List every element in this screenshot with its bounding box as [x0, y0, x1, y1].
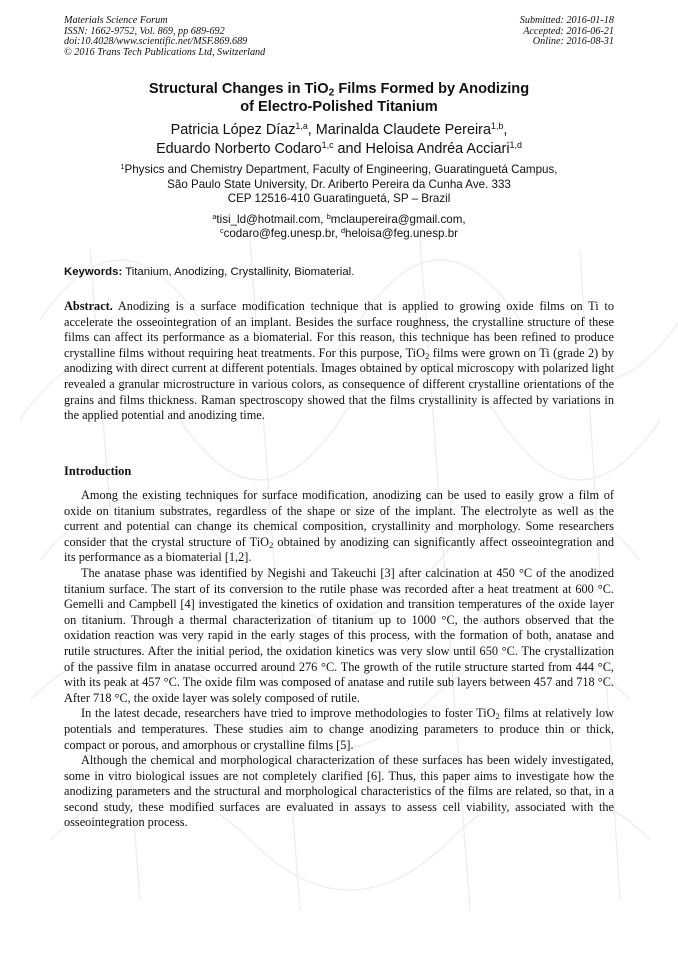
paper-title [60, 80, 618, 116]
keywords-label: Keywords: [64, 266, 123, 278]
affiliation-line: CEP 12516-410 Guaratinguetá, SP – Brazil [227, 192, 451, 206]
author-name: Eduardo Norberto Codaro [156, 140, 322, 157]
title-part: Structural Changes in TiO [148, 81, 329, 97]
author-name: and Heloisa Andréa Acciari [333, 140, 510, 157]
paragraph-subscript: 2 [495, 711, 500, 722]
paragraph [64, 488, 614, 566]
paragraph-text: films at relatively low potentials and temperatures. These studies aim to change anodizing parameters to produce thin or thick, compact or porous, and amorphous or crystalline films [5]. [64, 706, 614, 752]
introduction-body [64, 488, 614, 831]
author-affil-mark: 1,c [321, 139, 334, 150]
author-name: Patricia López Díaz [170, 122, 296, 138]
email-mark: d [341, 226, 346, 236]
author-separator: , [503, 122, 508, 138]
affiliation-line: Physics and Chemistry Department, Faculty of Engineering, Guaratinguetá Campus, [124, 163, 558, 176]
keywords-text: Titanium, Anodizing, Crystallinity, Biomaterial. [122, 266, 355, 278]
journal-name: Materials Science Forum [64, 15, 168, 26]
abstract-subscript: 2 [424, 350, 430, 361]
submission-dates [520, 16, 614, 48]
affiliation-mark: 1 [120, 162, 125, 172]
journal-copyright: © 2016 Trans Tech Publications Ltd, Switzerland [64, 46, 266, 58]
keywords [64, 266, 354, 278]
title-part: Films Formed by Anodizing [334, 81, 530, 97]
paragraph-text: obtained by anodizing can significantly affect osseointegration and its performance as a biomaterial [1,2]. [64, 534, 614, 565]
author-list [60, 121, 618, 158]
email-mark: c [219, 226, 224, 236]
journal-info [64, 16, 265, 58]
title-block [60, 80, 618, 242]
abstract [64, 299, 614, 424]
email-link[interactable]: tisi_ld@hotmail.com, [216, 212, 327, 226]
journal-issn: ISSN: 1662-9752, Vol. 869, pp 689-692 [64, 25, 225, 37]
paragraph-text: Among the existing techniques for surface modification, anodizing can be used to easily grow a film of oxide on titanium substrates, regardless of the shape or size of the implant. The electrolyte as well as the current and potential can change its chemical composition, crystallinity and morphology. Some researchers consider that the crystal structure of TiO [64, 488, 614, 549]
affiliation-line: São Paulo State University, Dr. Ariberto Pereira da Cunha Ave. 333 [167, 177, 511, 191]
paragraph-text: In the latest decade, researchers have tried to improve methodologies to foster TiO [81, 706, 496, 721]
email-mark: b [326, 211, 331, 221]
section-heading-introduction: Introduction [64, 464, 132, 478]
affiliation [60, 163, 618, 207]
paragraph: The anatase phase was identified by Negishi and Takeuchi [3] after calcination at 450 °C of the anodized titanium surface. The start of its conversion to the rutile phase was recorded after a heat treatment at 600 °C. Gemelli and Campbell [4] investigated the kinetics of oxidation and transition temperatures of the oxide layer on titanium. Through a thermal characterization of titanium up to 1000 °C, the authors observed that the oxidation reaction was very rapid in the early stages of this process, with the formation of both, anatase and rutile structures. After the initial period, the oxidation kinetics was very slow until 650 °C. The crystallization of the passive film in anatase occurred around 276 °C. The growth of the rutile structure started from 444 °C, with its peak at 457 °C. The oxide film was composed of anatase and rutile sub layers between 457 and 718 °C. After 718 °C, the oxide layer was solely composed of rutile. [64, 565, 614, 705]
abstract-label: Abstract. [64, 299, 113, 313]
title-line-2: of Electro-Polished Titanium [240, 99, 438, 115]
email-mark: a [212, 211, 217, 221]
author-emails [60, 213, 618, 242]
abstract-text: films were grown on Ti (grade 2) by anodizing with direct current at different potentials. Images obtained by optical microscopy with polarized light revealed a granular microstructure in various colors, as consequence of different crystalline orientations of the grains and films thickness. Raman spectroscopy showed that the films crystallinity is affected by variations in the applied potential and anodizing time. [64, 345, 614, 423]
paragraph-subscript: 2 [269, 539, 274, 550]
date-submitted: Submitted: 2016-01-18 [519, 15, 614, 26]
title-subscript: 2 [328, 87, 335, 99]
email-link[interactable]: heloisa@feg.unesp.br [345, 227, 459, 241]
date-online: Online: 2016-08-31 [532, 36, 614, 48]
paragraph: Although the chemical and morphological characterization of these surfaces has been widely investigated, some in vitro biological issues are not completely clarified [6]. Thus, this paper aims to investigate how the anodizing parameters and the structural and morphological characteristics of the films are related, so that, in a second study, these modified surfaces are evaluated in assays to assess cell viability, associated with the osseointegration process. [64, 753, 614, 830]
author-affil-mark: 1,d [509, 139, 522, 150]
email-link[interactable]: mclaupereira@gmail.com, [330, 212, 466, 226]
author-affil-mark: 1,a [295, 121, 308, 132]
date-accepted: Accepted: 2016-06-21 [523, 25, 614, 37]
abstract-text: Anodizing is a surface modification technique that is applied to growing oxide films on Ti to accelerate the osseointegration of an implant. Besides the surface roughness, the crystalline structure of these films can affect its performance as a biomaterial. For this reason, this technique has been refined to produce crystalline films without requiring heat treatments. For this purpose, TiO [64, 299, 614, 360]
author-affil-mark: 1,b [490, 121, 504, 132]
journal-doi[interactable]: doi:10.4028/www.scientific.net/MSF.869.689 [64, 36, 248, 48]
email-link[interactable]: codaro@feg.unesp.br, [223, 227, 342, 241]
paragraph [64, 706, 614, 753]
author-name: , Marinalda Claudete Pereira [307, 122, 491, 138]
